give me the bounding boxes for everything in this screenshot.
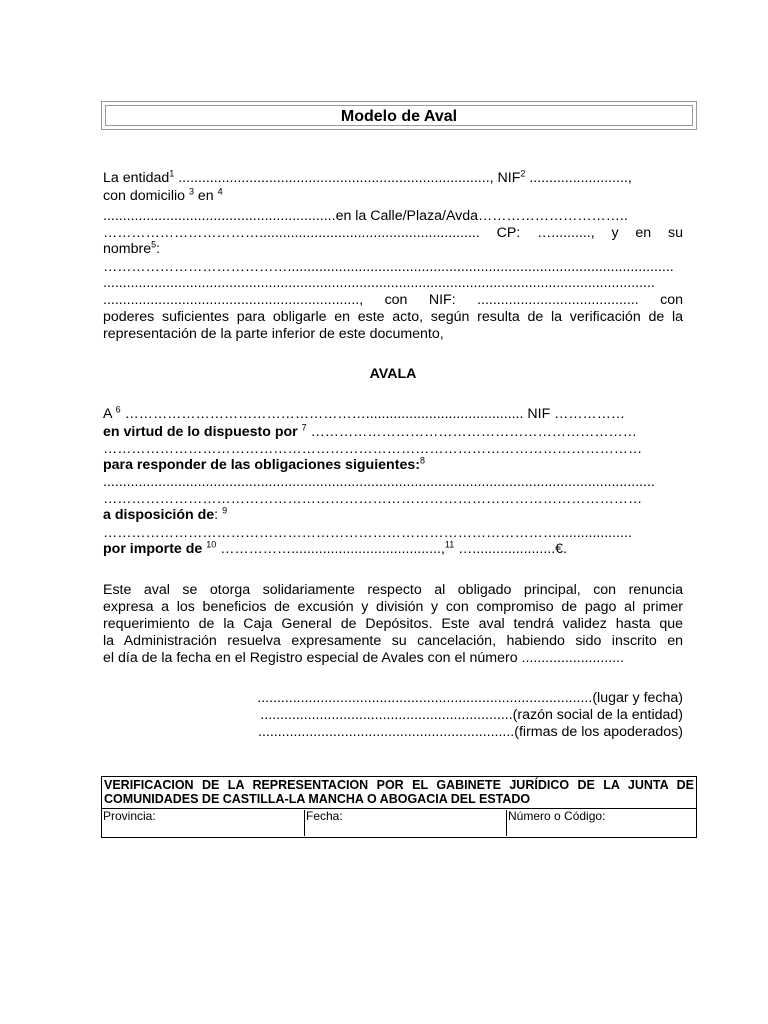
verification-heading-line-1: VERIFICACION DE LA REPRESENTACION POR EL GABINETE JURÍDICO DE LA JUNTA DE bbox=[104, 778, 694, 792]
intro-line-nif: ................................................................., con NIF: ......................................... con bbox=[103, 292, 683, 308]
avala-line-dots-4: ……………………………………………………………………………………................... bbox=[103, 525, 632, 541]
verification-divider bbox=[102, 808, 696, 809]
intro-line-domicilio: con domicilio $^3$ en $^4$ bbox=[103, 188, 223, 204]
avala-line-a: A $^6$ ……………………………………………........................................ NIF …………… bbox=[103, 406, 626, 422]
avala-line-virtud: en virtud de lo dispuesto por $^7$ …………………………………………………………… bbox=[103, 424, 637, 440]
intro-line-dots-1: ………………………………….................................................................................................. bbox=[103, 259, 674, 275]
column-divider-2 bbox=[506, 810, 507, 836]
intro-line-dots-2: ............................................................................................................................................ bbox=[103, 275, 655, 291]
title-box bbox=[101, 101, 697, 130]
verification-table bbox=[101, 776, 697, 838]
intro-line-nombre: nombre$^5$: bbox=[103, 241, 161, 257]
intro-line-calle: ...........................................................en la Calle/Plaza/Avda………………………….. bbox=[103, 208, 628, 224]
body-line-5: el día de la fecha en el Registro especial de Avales con el número .......................... bbox=[103, 650, 625, 666]
signature-razon-social: ................................................................(razón social de la entidad) bbox=[260, 707, 683, 723]
intro-line-poderes: poderes suficientes para obligarle en este acto, según resulta de la verificación de la bbox=[103, 309, 683, 325]
avala-line-dots-3: …………………………………………………………………………………………………… bbox=[103, 491, 643, 507]
intro-line-entidad: La entidad$^1$ ..............................................................................., NIF$^2$ ........................., bbox=[103, 170, 632, 186]
numero-codigo-label: Número o Código: bbox=[508, 809, 606, 823]
avala-line-obligaciones: para responder de las obligaciones siguientes:$^8$ bbox=[103, 457, 425, 473]
column-divider-1 bbox=[304, 810, 305, 836]
signature-lugar-fecha: .....................................................................................(lugar y fecha) bbox=[257, 690, 683, 706]
verification-heading-line-2: COMUNIDADES DE CASTILLA-LA MANCHA O ABOGACIA DEL ESTADO bbox=[104, 792, 531, 806]
avala-line-dots-1: …………………………………………………………………………………………………… bbox=[103, 441, 643, 457]
document-title: Modelo de Aval bbox=[105, 105, 693, 126]
provincia-label: Provincia: bbox=[103, 809, 156, 823]
verification-heading bbox=[104, 778, 694, 808]
signature-firmas: .................................................................(firmas de los apoderados) bbox=[258, 724, 683, 740]
body-line-3: requerimiento de la Caja General de Depósitos. Este aval tendrá validez hasta que bbox=[103, 616, 683, 632]
avala-line-dots-2: ............................................................................................................................................ bbox=[103, 474, 655, 490]
body-line-1: Este aval se otorga solidariamente respecto al obligado principal, con renuncia bbox=[103, 582, 683, 598]
avala-line-importe: por importe de $^{10}$ ……………......................................,$^{11}$ ….....................€. bbox=[103, 541, 567, 557]
avala-line-disposicion: a disposición de: $^9$ bbox=[103, 507, 228, 523]
body-line-2: expresa a los beneficios de excusión y división y con compromiso de pago al primer bbox=[103, 599, 683, 615]
intro-line-cp: ……………………………........................................................ CP: ….........., y en su bbox=[103, 225, 683, 241]
intro-line-representacion: representación de la parte inferior de este documento, bbox=[103, 326, 444, 342]
avala-heading: AVALA bbox=[369, 366, 417, 382]
fecha-label: Fecha: bbox=[306, 809, 343, 823]
body-line-4: la Administración resuelva expresamente su cancelación, habiendo sido inscrito en bbox=[103, 633, 683, 649]
